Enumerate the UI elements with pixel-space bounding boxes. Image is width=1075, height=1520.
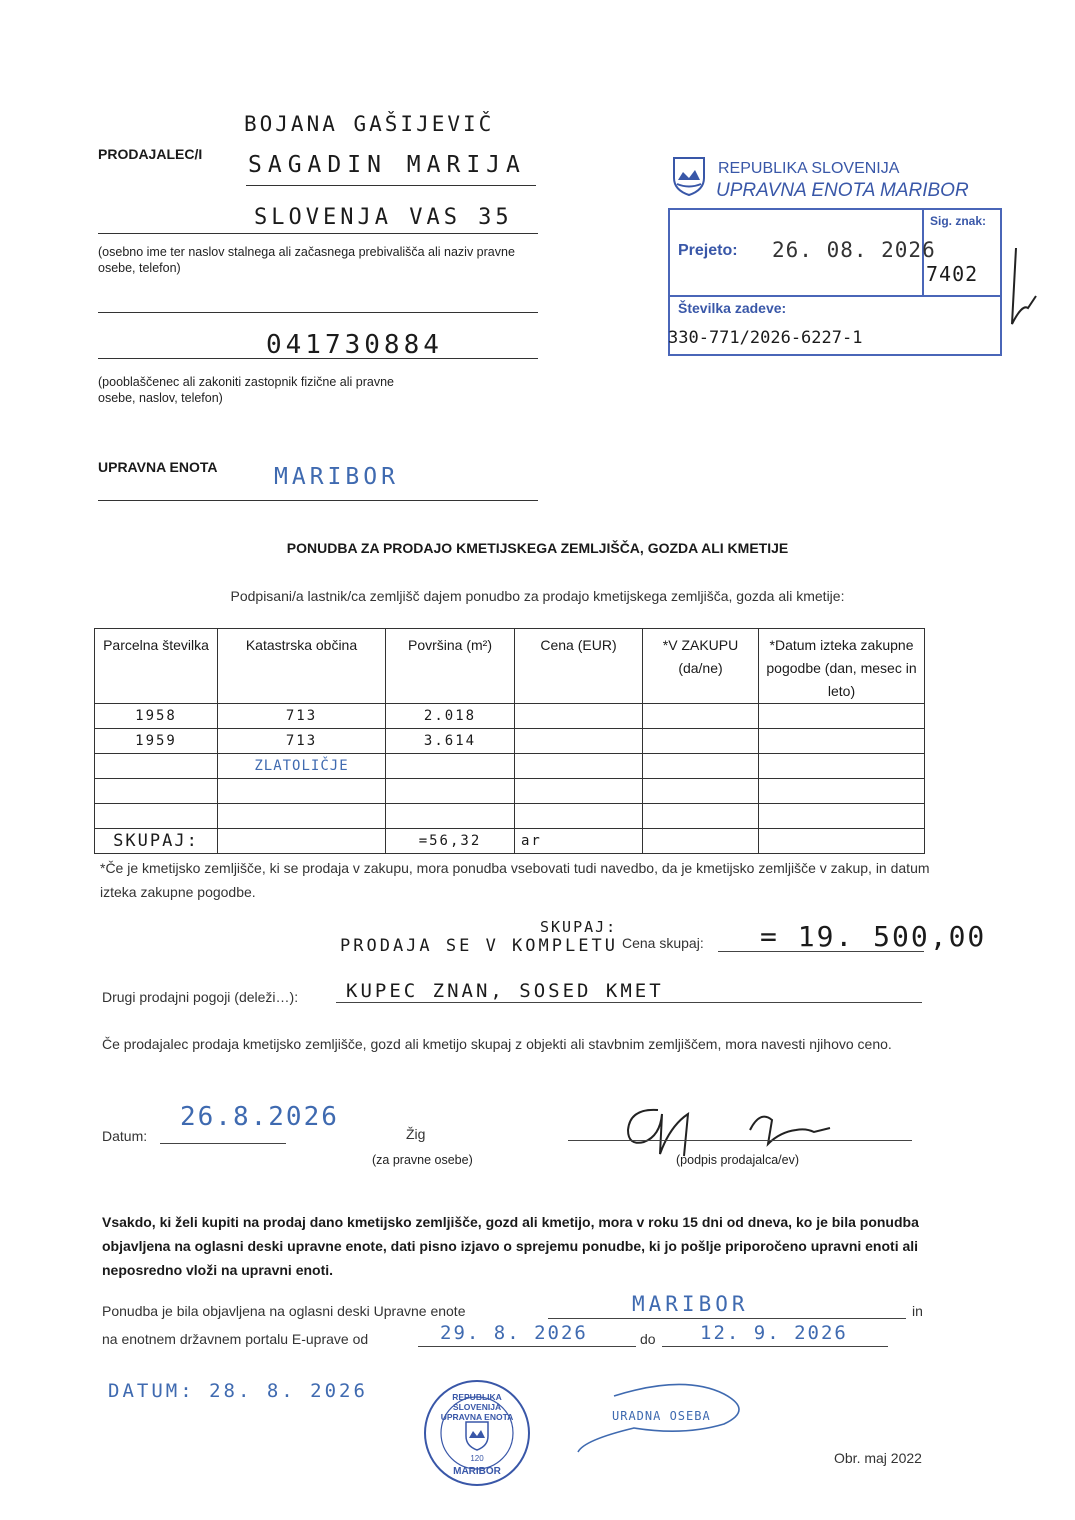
form-title: PONUDBA ZA PRODAJO KMETIJSKEGA ZEMLJIŠČA, GOZDA ALI KMETIJE <box>286 540 789 556</box>
publication-from[interactable]: 29. 8. 2026 <box>440 1322 588 1344</box>
other-terms-underline <box>336 1002 922 1003</box>
cell-parcel[interactable]: 1959 <box>95 729 218 754</box>
seal-hint: (za pravne osebe) <box>372 1153 473 1167</box>
reception-stamp <box>668 150 1008 360</box>
publication-in: in <box>912 1303 923 1319</box>
publication-line2: na enotnem državnem portalu E-uprave od <box>102 1331 369 1347</box>
cell-parcel[interactable] <box>95 779 218 804</box>
seal-label: Žig <box>406 1126 426 1142</box>
seal-bottom: MARIBOR <box>453 1466 501 1477</box>
seller-address[interactable]: SLOVENJA VAS 35 <box>254 205 513 230</box>
cell-area[interactable]: 3.614 <box>386 729 515 754</box>
table-row <box>95 754 925 779</box>
table-row-total <box>95 829 925 854</box>
cell-price[interactable] <box>515 804 643 829</box>
official-seal <box>422 1378 532 1488</box>
cell-area[interactable]: 2.018 <box>386 704 515 729</box>
price-value[interactable]: = 19. 500,00 <box>760 920 987 953</box>
admin-unit-underline <box>98 500 538 501</box>
official-person: URADNA OSEBA <box>612 1409 711 1423</box>
publication-line1: Ponudba je bila objavljena na oglasni deski Upravne enote <box>102 1303 466 1319</box>
cell-total-unit[interactable]: ar <box>515 829 643 854</box>
cell-cadastral[interactable] <box>218 804 386 829</box>
publication-to-underline <box>662 1346 888 1347</box>
cell-lease[interactable] <box>643 804 759 829</box>
cell-price[interactable] <box>515 754 643 779</box>
stamp-sig-value[interactable]: 7402 <box>926 262 979 286</box>
admin-unit-value[interactable]: MARIBOR <box>274 464 399 490</box>
price-underline <box>718 951 924 952</box>
stamp-initial-mark <box>1008 244 1042 333</box>
price-note: PRODAJA SE V KOMPLETU <box>340 936 618 956</box>
cell-lease[interactable] <box>643 704 759 729</box>
coat-of-arms-icon <box>672 156 706 201</box>
cell-area[interactable] <box>386 804 515 829</box>
publication-unit[interactable]: MARIBOR <box>632 1292 749 1316</box>
parcel-table <box>94 628 925 854</box>
cell-area[interactable] <box>386 754 515 779</box>
proxy-underline <box>98 358 538 359</box>
cell-lease-end[interactable] <box>759 754 925 779</box>
cell-lease-end[interactable] <box>759 829 925 854</box>
price-label: Cena skupaj: <box>622 935 704 951</box>
seller-name-2[interactable]: SAGADIN MARIJA <box>248 152 526 178</box>
cell-price[interactable] <box>515 704 643 729</box>
form-version: Obr. maj 2022 <box>834 1450 922 1466</box>
cell-lease-end[interactable] <box>759 779 925 804</box>
date-value[interactable]: 26.8.2026 <box>180 1102 339 1132</box>
cell-lease-end[interactable] <box>759 804 925 829</box>
cell-area[interactable] <box>386 779 515 804</box>
proxy-hint: (pooblaščenec ali zakoniti zastopnik fizične ali pravne osebe, naslov, telefon) <box>98 375 394 405</box>
col-header-lease-end: *Datum izteka zakupne pogodbe (dan, mesec in leto) <box>759 629 925 704</box>
cell-price[interactable] <box>515 779 643 804</box>
cell-cadastral[interactable]: 713 <box>218 729 386 754</box>
seal-text: REPUBLIKA SLOVENIJA UPRAVNA ENOTA <box>440 1392 514 1422</box>
cell-total-area[interactable]: =56,32 <box>386 829 515 854</box>
stamp-received-label: Prejeto: <box>678 242 738 259</box>
seller-name-1[interactable]: BOJANA GAŠIJEVIČ <box>244 112 495 136</box>
cell-lease-end[interactable] <box>759 729 925 754</box>
publication-unit-underline <box>548 1318 906 1319</box>
publication-to[interactable]: 12. 9. 2026 <box>700 1322 848 1344</box>
col-header-price: Cena (EUR) <box>515 629 643 704</box>
stamp-line-2: UPRAVNA ENOTA MARIBOR <box>716 180 969 201</box>
cell-lease[interactable] <box>643 779 759 804</box>
cell-cadastral[interactable] <box>218 779 386 804</box>
signature-underline <box>568 1140 912 1141</box>
seal-number: 120 <box>470 1454 484 1463</box>
cell-lease[interactable] <box>643 729 759 754</box>
cell-parcel[interactable] <box>95 804 218 829</box>
acceptance-notice: Vsakdo, ki želi kupiti na prodaj dano kmetijsko zemljišče, gozd ali kmetijo, mora v roku 15 dni od dneva, ko je bila ponudba objavljena na oglasni deski upravne enote, dati pisno izjavo o sprejemu ponudbe, ki jo pošlje priporočeno upravni enoti ali neposredno vloži na upravni enoti. <box>102 1214 919 1278</box>
cell-lease[interactable] <box>643 829 759 854</box>
date-underline <box>160 1143 286 1144</box>
publication-from-underline <box>418 1346 636 1347</box>
table-row <box>95 729 925 754</box>
seller-address-hint: (osebno ime ter naslov stalnega ali začasnega prebivališča ali naziv pravne osebe, telefon) <box>98 245 515 275</box>
table-row <box>95 704 925 729</box>
stamp-received-date: 26. 08. 2026 <box>772 238 936 262</box>
other-terms-label: Drugi prodajni pogoji (deleži…): <box>102 989 299 1005</box>
form-intro: Podpisani/a lastnik/ca zemljišč dajem ponudbo za prodajo kmetijskega zemljišča, gozda ali kmetije: <box>230 588 845 604</box>
col-header-lease: *V ZAKUPU (da/ne) <box>643 629 759 704</box>
cell-parcel[interactable] <box>95 754 218 779</box>
cell-lease-end[interactable] <box>759 704 925 729</box>
stamp-line-1: REPUBLIKA SLOVENIJA <box>718 160 900 177</box>
cell-total-label[interactable]: SKUPAJ: <box>95 829 218 854</box>
date-label: Datum: <box>102 1128 148 1144</box>
table-row <box>95 804 925 829</box>
col-header-cadastral: Katastrska občina <box>218 629 386 704</box>
seller-label: PRODAJALEC/I <box>98 146 203 162</box>
signature-hint: (podpis prodajalca/ev) <box>676 1153 799 1167</box>
stamp-case-label: Številka zadeve: <box>678 300 787 316</box>
table-row <box>95 779 925 804</box>
admin-unit-label: UPRAVNA ENOTA <box>98 459 218 475</box>
stamp-divider-h <box>668 295 1000 297</box>
price-note-top: SKUPAJ: <box>540 918 618 936</box>
cell-cadastral[interactable] <box>218 829 386 854</box>
col-header-area: Površina (m²) <box>386 629 515 704</box>
cell-lease[interactable] <box>643 754 759 779</box>
cell-parcel[interactable]: 1958 <box>95 704 218 729</box>
col-header-parcel: Parcelna številka <box>95 629 218 704</box>
footer-datum: DATUM: 28. 8. 2026 <box>108 1380 368 1402</box>
lease-footnote: *Če je kmetijsko zemljišče, ki se prodaja v zakupu, mora ponudba vsebovati tudi navedbo, da je kmetijsko zemljišče v zakup, in datum izteka zakupne pogodbe. <box>100 860 930 900</box>
publication-to-label: do <box>640 1331 656 1347</box>
objects-note: Če prodajalec prodaja kmetijsko zemljišče, gozd ali kmetijo skupaj z objekti ali stavbnim zemljiščem, mora navesti njihovo ceno. <box>102 1036 892 1052</box>
seller-extra-underline <box>98 312 538 313</box>
cell-cadastral-name[interactable]: ZLATOLIČJE <box>218 754 386 779</box>
stamp-sig-label: Sig. znak: <box>930 214 987 228</box>
cell-price[interactable] <box>515 729 643 754</box>
stamp-case-value[interactable]: 330-771/2026-6227-1 <box>668 328 863 348</box>
cell-cadastral[interactable]: 713 <box>218 704 386 729</box>
seller-name-underline <box>246 185 536 186</box>
other-terms-value[interactable]: KUPEC ZNAN, SOSED KMET <box>346 980 664 1002</box>
seller-phone[interactable]: 041730884 <box>266 330 443 360</box>
seller-address-underline <box>98 233 538 234</box>
